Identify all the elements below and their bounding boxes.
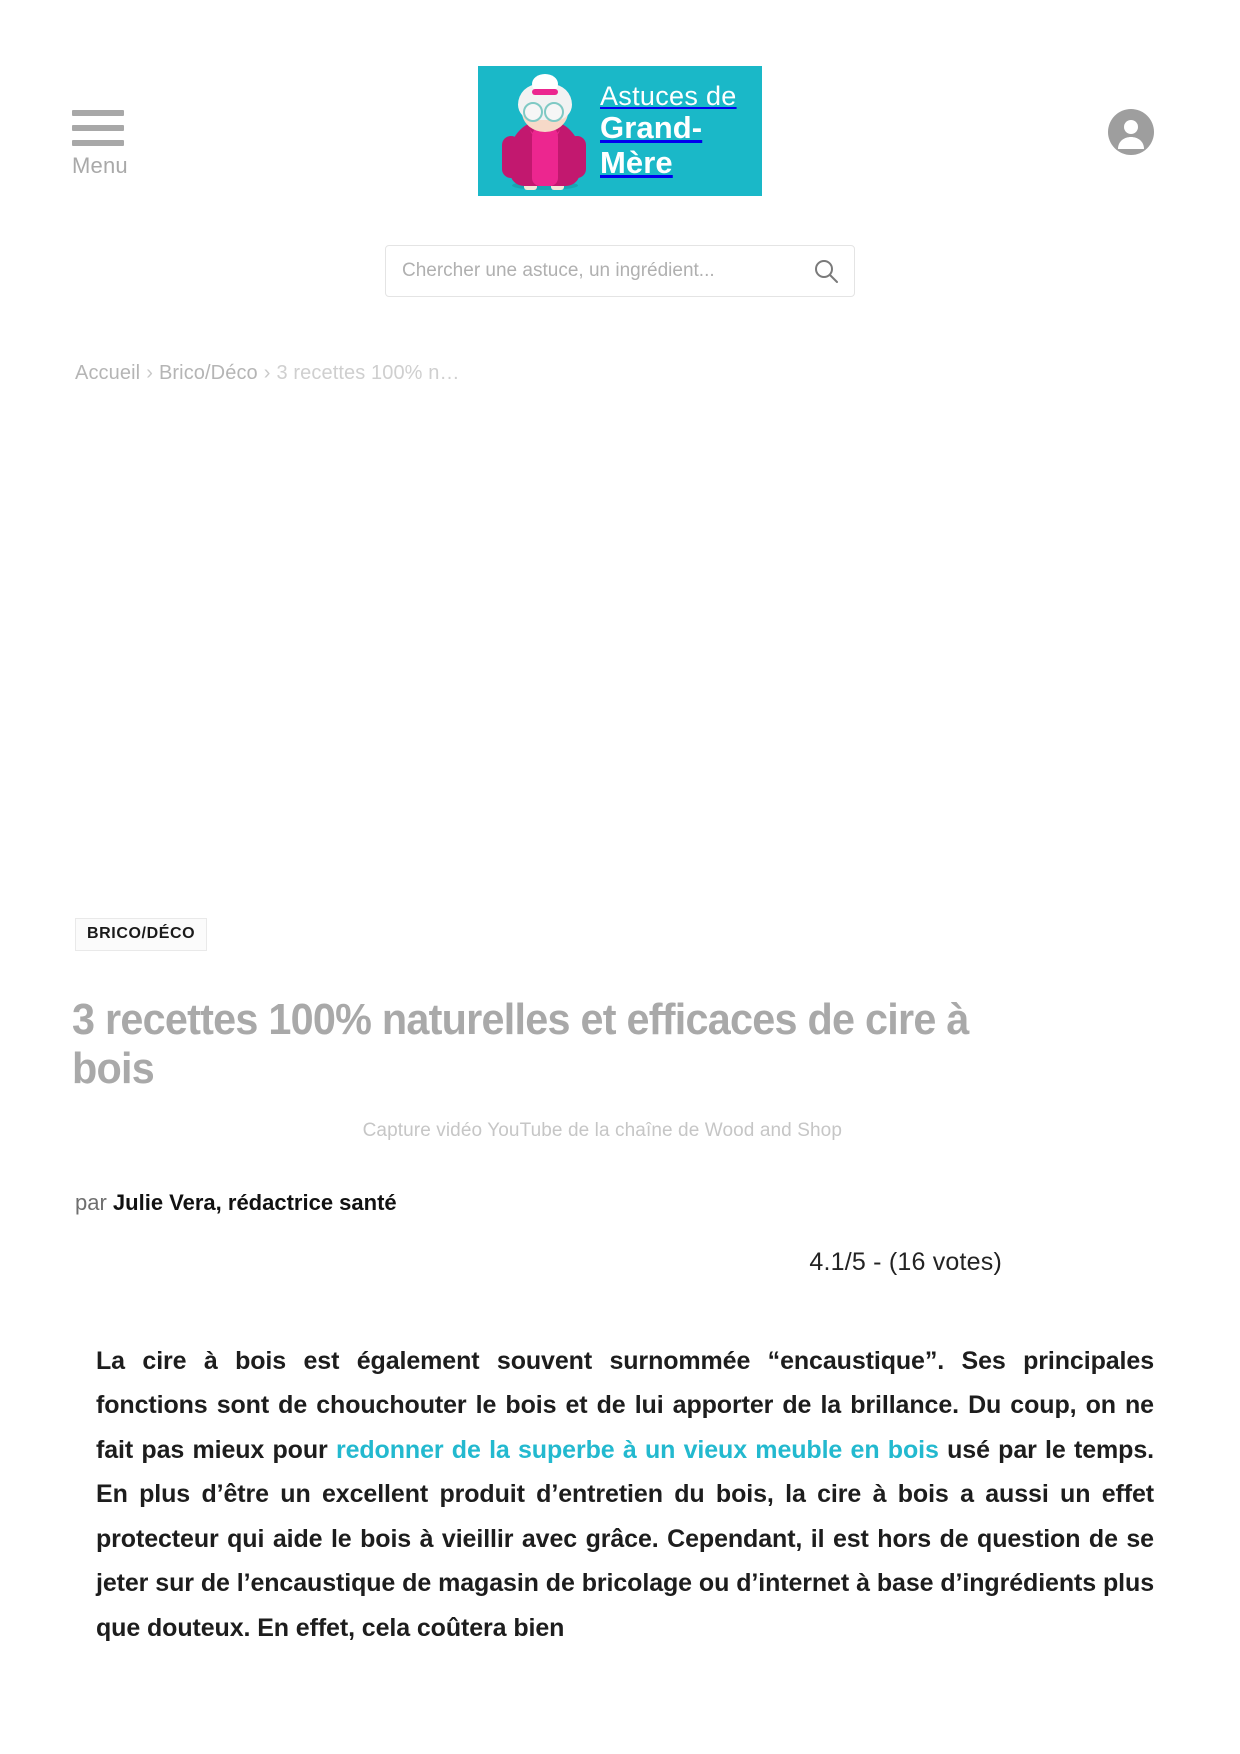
menu-button[interactable] [72, 110, 136, 177]
breadcrumb-item-category[interactable]: Brico/Déco [158, 362, 258, 384]
byline-author: Julie Vera, rédactrice santé [112, 1189, 397, 1215]
site-logo[interactable] [478, 66, 762, 196]
breadcrumb-separator: › [146, 362, 153, 384]
breadcrumb-item-home[interactable]: Accueil [75, 362, 141, 384]
article [0, 918, 1240, 1650]
search-input[interactable] [386, 260, 798, 282]
category-badge[interactable]: BRICO/DÉCO [75, 918, 207, 951]
user-account-icon [1107, 108, 1155, 156]
media-caption: Capture vidéo YouTube de la chaîne de Wood and Shop [362, 1119, 842, 1141]
breadcrumb-separator: › [263, 362, 271, 384]
rating-summary: 4.1/5 - (16 votes) [809, 1247, 1002, 1276]
logo-line-2: Grand-Mère [600, 110, 703, 181]
search-icon [813, 258, 839, 284]
account-button[interactable] [1107, 108, 1155, 156]
body-text-part-2: usé par le temps. En plus d’être un excellent produit d’entretien du bois, la cire à bois a aussi un effet protecteur qui aide le bois à vieillir avec grâce. Cependant, il est hors de question de se jeter sur de l’encaustique de magasin de bricolage ou d’internet à base d’ingrédients plus que douteux. En effet, cela coûtera bien [96, 1435, 1154, 1642]
logo-text [592, 81, 762, 181]
breadcrumb-item-current: 3 recettes 100% n… [276, 362, 460, 384]
page-title: 3 recettes 100% naturelles et efficaces de cire à bois [72, 995, 969, 1094]
breadcrumb [75, 362, 460, 385]
grandmother-icon [496, 66, 592, 196]
site-header [0, 0, 1240, 230]
logo-line-1: Astuces de [600, 81, 737, 112]
media-placeholder [0, 400, 1240, 910]
byline [75, 1190, 1240, 1216]
menu-button-label: Menu [72, 153, 128, 178]
inline-link-vieux-meuble[interactable]: redonner de la superbe à un vieux meuble en bois [335, 1435, 939, 1464]
article-body-paragraph [96, 1339, 1154, 1651]
body-text-part-1: La cire à bois est également souvent surnommée “encaustique”. Ses principales fonctions sont de chouchouter le bois et de lui apporter de la brillance. Du coup, on ne fait pas mieux pour [96, 1346, 1154, 1464]
hamburger-icon [72, 110, 124, 146]
search-submit-button[interactable] [798, 246, 854, 296]
byline-prefix: par [75, 1189, 107, 1215]
search-bar[interactable] [385, 245, 855, 297]
